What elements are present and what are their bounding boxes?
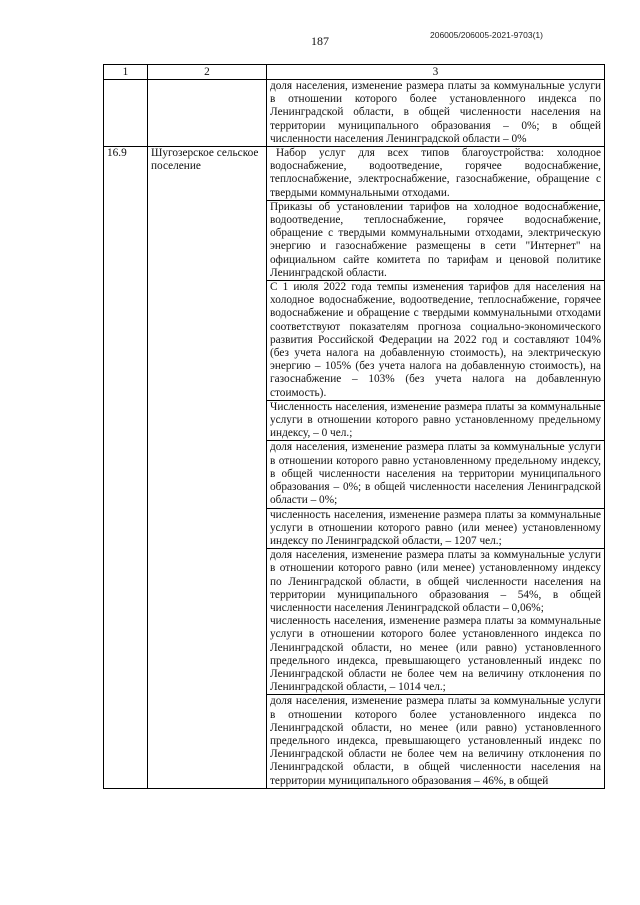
row-name-cell-empty <box>148 80 267 147</box>
tariff-table <box>103 64 605 789</box>
paragraph-services: Набор услуг для всех типов благоустройства: холодное водоснабжение, водоотведение, горячее водоснабжение, теплоснабжение, электроснабжение, газоснабжение, обращение с твердыми коммунальными отходами. <box>270 147 601 199</box>
paragraph-count-below: численность населения, изменение размера платы за коммунальные услуги в отношении которого равно (или менее) установленному индексу по Ленинградской области, – 1207 чел.; <box>267 508 604 549</box>
paragraph-share-equal: доля населения, изменение размера платы за коммунальные услуги в отношении которого равно установленному предельному индексу, в общей численности населения на территории муниципального образования – 0%; в общей численности населения Ленинградской области – 0%; <box>267 440 604 507</box>
paragraph-orders: Приказы об установлении тарифов на холодное водоснабжение, водоотведение, теплоснабжение, горячее водоснабжение, обращение с твердыми коммунальными отходами, электрическую энергию и газоснабжение размещены в сети "Интернет" на официальном сайте комитета по тарифам и ценовой политике Ленинградской области. <box>267 200 604 280</box>
page-number: 187 <box>311 34 329 48</box>
row-number-cell-empty <box>104 80 148 147</box>
document-id: 206005/206005-2021-9703(1) <box>430 30 543 40</box>
paragraph-share-above: доля населения, изменение размера платы за коммунальные услуги в отношении которого более установленного индекса по Ленинградской области, но менее (или равно) установленного предельного индекса, превышающего установленный индекс по Ленинградской области не более чем на величину отклонения по Ленинградской области, в общей численности населения на территории муниципального образования – 46%, в общей <box>267 694 604 787</box>
paragraph-share-below: доля населения, изменение размера платы за коммунальные услуги в отношении которого равно (или менее) установленному индексу по Ленинградской области, в общей численности населения на территории муниципального образования – 54%, в общей численности населения Ленинградской области – 0,06%; <box>267 548 604 615</box>
paragraph-count-equal: Численность населения, изменение размера платы за коммунальные услуги в отношении которого равно установленному предельному индексу, – 0 чел.; <box>267 400 604 441</box>
column-header-3: 3 <box>267 65 605 80</box>
table-row <box>104 147 605 789</box>
row-name-cell: Шугозерское сельское поселение <box>148 147 267 789</box>
column-header-2: 2 <box>148 65 267 80</box>
row-text-cell <box>267 80 605 147</box>
row-text-cell <box>267 147 605 789</box>
table-header-row <box>104 65 605 80</box>
continued-paragraph: доля населения, изменение размера платы за коммунальные услуги в отношении которого более установленного индекса по Ленинградской области, в общей численности населения на территории муниципального образования – 0%; в общей численности населения Ленинградской области – 0% <box>270 80 601 145</box>
paragraph-tariff-rates: С 1 июля 2022 года темпы изменения тарифов для населения на холодное водоснабжение, водоотведение, теплоснабжение, горячее водоснабжение и обращение с твердыми коммунальными отходами соответствуют показателям прогноза социально-экономического развития Российской Федерации на 2022 год и составляют 104% (без учета налога на добавленную стоимость), на электрическую энергию – 105% (без учета налога на добавленную стоимость), на газоснабжение – 103% (без учета налога на добавленную стоимость). <box>267 280 604 400</box>
column-header-1: 1 <box>104 65 148 80</box>
table-row-continued <box>104 80 605 147</box>
row-number-cell: 16.9 <box>104 147 148 789</box>
paragraph-count-above: численность населения, изменение размера платы за коммунальные услуги в отношении которого более установленного индекса по Ленинградской области, но менее (или равно) установленного предельного индекса, превышающего установленный индекс по Ленинградской области не более чем на величину отклонения по Ленинградской области, – 1014 чел.; <box>270 615 601 694</box>
